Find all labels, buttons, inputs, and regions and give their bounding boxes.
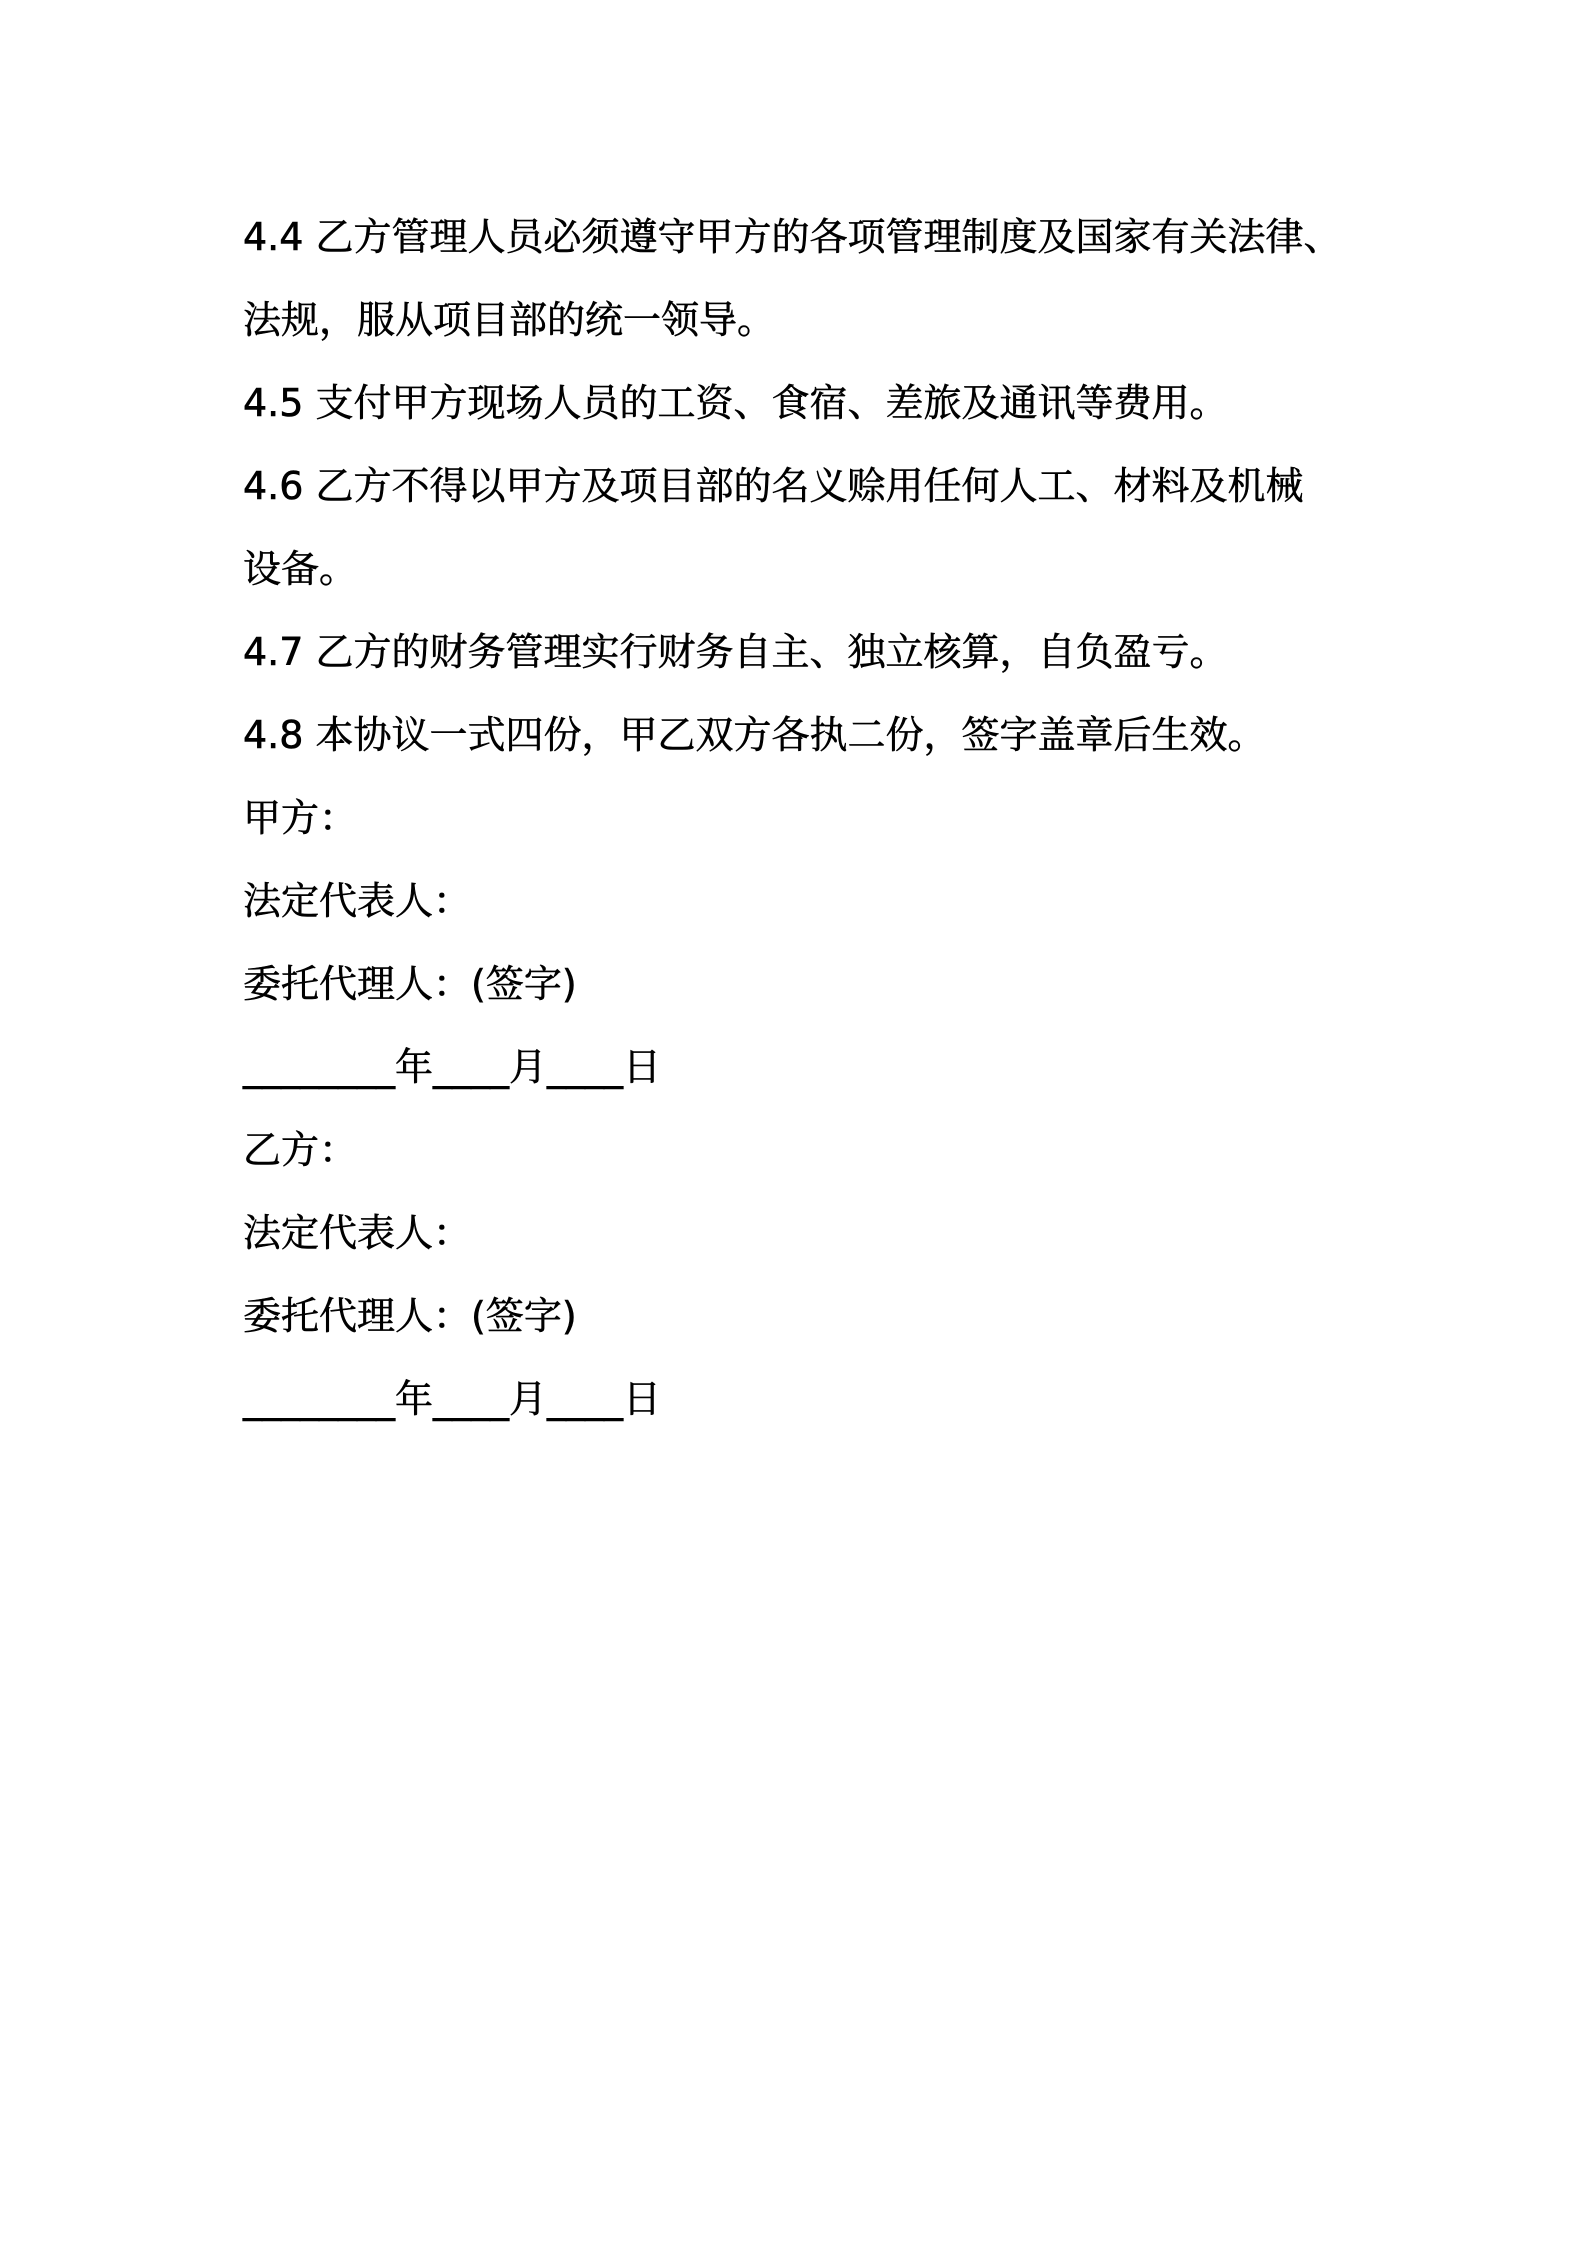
clause-4-4-line-2: 法规，服从项目部的统一领导。 xyxy=(243,298,776,342)
clause-4-6 xyxy=(243,445,1393,611)
clause-4-4-line-1: 4.4 乙方管理人员必须遵守甲方的各项管理制度及国家有关法律、 xyxy=(243,215,1342,259)
party-a-legal-rep: 法定代表人： xyxy=(243,879,472,923)
clause-4-8 xyxy=(243,694,1393,777)
clause-4-6-line-1: 4.6 乙方不得以甲方及项目部的名义赊用任何人工、材料及机械 xyxy=(243,464,1304,508)
party-b-legal-rep: 法定代表人： xyxy=(243,1211,472,1255)
party-b-signature-block xyxy=(243,1109,1393,1441)
party-a-signature-block xyxy=(243,777,1393,1109)
party-b-agent: 委托代理人：(签字) xyxy=(243,1294,577,1338)
clause-4-5-line-1: 4.5 支付甲方现场人员的工资、食宿、差旅及通讯等费用。 xyxy=(243,381,1228,425)
party-a-agent: 委托代理人：(签字) xyxy=(243,962,577,1006)
clause-4-8-line-1: 4.8 本协议一式四份，甲乙双方各执二份，签字盖章后生效。 xyxy=(243,713,1266,757)
document-body xyxy=(243,196,1393,1441)
clause-4-6-line-2: 设备。 xyxy=(243,547,358,591)
party-b-date: ________年____月____日 xyxy=(243,1377,662,1421)
clause-4-4 xyxy=(243,196,1393,362)
clause-4-7 xyxy=(243,611,1393,694)
party-b-label: 乙方： xyxy=(243,1128,358,1172)
clause-4-7-line-1: 4.7 乙方的财务管理实行财务自主、独立核算，自负盈亏。 xyxy=(243,630,1228,674)
party-a-date: ________年____月____日 xyxy=(243,1045,662,1089)
party-a-label: 甲方： xyxy=(243,796,358,840)
clause-4-5 xyxy=(243,362,1393,445)
